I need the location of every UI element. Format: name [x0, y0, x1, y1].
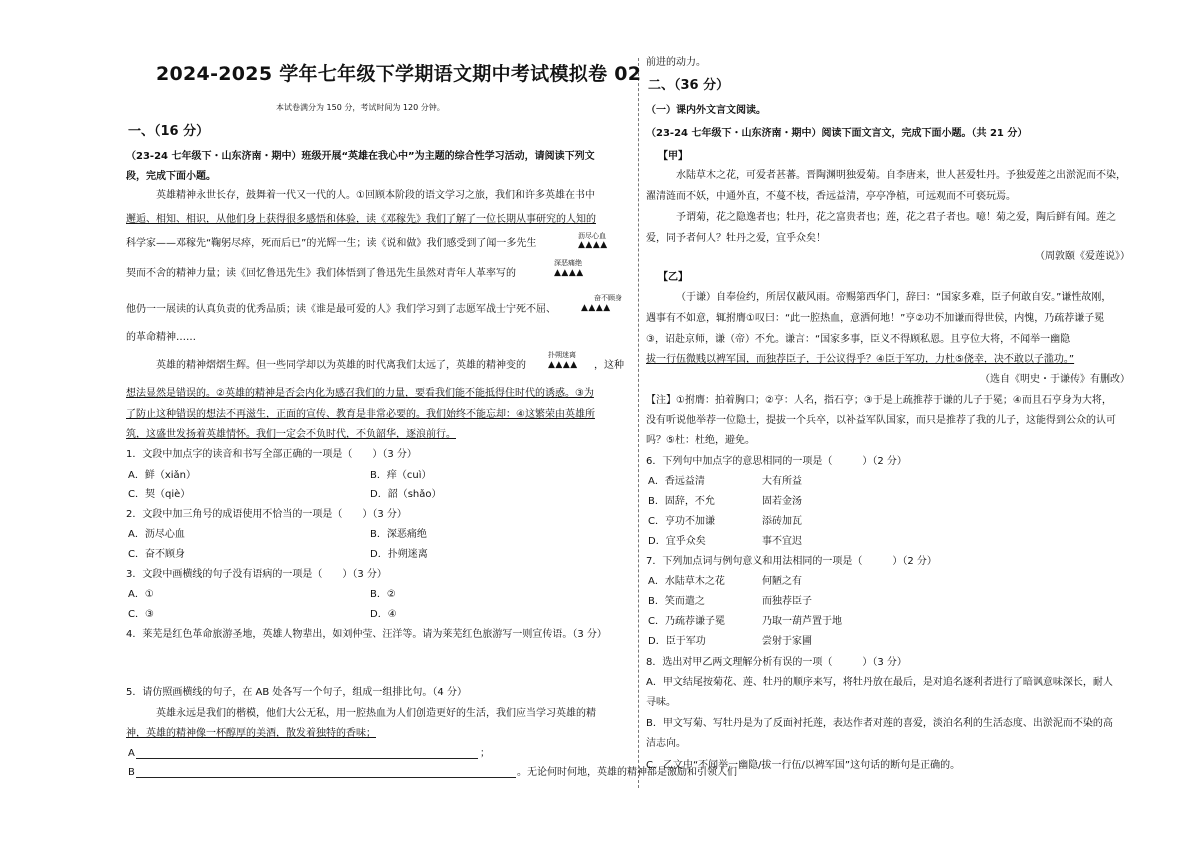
passage-line: 他仍一一展读的认真负责的优秀品质；读《谁是最可爱的人》我们学习到了志愿军战士宁死不屈、: [126, 304, 556, 315]
triangle-marks: ▲▲▲▲: [581, 303, 611, 313]
yi-label: 【乙】: [658, 272, 688, 283]
question-5-stem: 5．请仿照画横线的句子，在 AB 处各写一个句子，组成一组排比句。（4 分）: [126, 687, 467, 698]
question-5-line: 英雄永远是我们的楷模，他们大公无私，用一腔热血为人们创造更好的生活，我们应当学习英雄的精: [156, 708, 596, 719]
annotation-word: 奋不顾身: [594, 294, 622, 302]
question-1-option-c[interactable]: C．契（qiè）: [128, 489, 191, 500]
carryover-text: 前进的动力。: [646, 57, 706, 68]
notes-line: 吗？⑤杜：杜绝，避免。: [646, 435, 755, 446]
question-8-option-a-cont: 寻味。: [646, 697, 676, 708]
passage-line: 英雄精神永世长存，鼓舞着一代又一代的人。①回顾本阶段的语文学习之旅，我们和许多英雄在书中: [156, 190, 595, 201]
question-6-stem: 6．下列句中加点字的意思相同的一项是（ ）（2 分）: [646, 456, 907, 467]
triangle-marks: ▲▲▲▲: [548, 360, 578, 370]
question-1-stem: 1．文段中加点字的读音和书写全部正确的一项是（ ）（3 分）: [126, 449, 417, 460]
question-2-option-c[interactable]: C．奋不顾身: [128, 549, 185, 560]
question-6-option-b-compare: 固若金汤: [762, 496, 802, 507]
question-7-option-c-compare: 乃取一葫芦置于地: [762, 616, 842, 627]
question-8-stem: 8．选出对甲乙两文理解分析有误的一项（ ）（3 分）: [646, 657, 907, 668]
question-1-option-b[interactable]: B．痒（cuì）: [370, 470, 432, 481]
question-7-option-d[interactable]: D．臣于军功: [648, 636, 706, 647]
question-7-option-d-compare: 尝射于家圃: [762, 636, 812, 647]
part1-heading: 一、（16 分）: [128, 124, 210, 139]
part2-intro: （23-24 七年级下・山东济南・期中）阅读下面文言文，完成下面小题。（共 21 分）: [646, 128, 1028, 139]
question-7-stem: 7．下列加点词与例句意义和用法相同的一项是（ ）（2 分）: [646, 556, 937, 567]
jia-line: 予谓菊，花之隐逸者也；牡丹，花之富贵者也；莲，花之君子者也。噫！菊之爱，陶后鲜有闻。莲之: [676, 212, 1116, 223]
question-6-option-a[interactable]: A．香远益清: [648, 476, 705, 487]
column-divider: [638, 58, 639, 788]
passage-line: 的革命精神……: [126, 332, 196, 343]
part2-heading: 二、（36 分）: [648, 78, 730, 93]
underlined-sentence-4: 筑，这盛世发扬着英雄情怀。我们一定会不负时代，不负韶华，逐浪前行。: [126, 429, 456, 440]
question-3-option-b[interactable]: B．②: [370, 589, 396, 600]
question-7-option-c[interactable]: C．乃疏荐谦子冕: [648, 616, 725, 627]
question-8-option-c[interactable]: C．乙文中“不闻举一幽隐/拔一行伍/以裨军国”这句话的断句是正确的。: [646, 760, 961, 771]
notes-line: 没有听说他举荐一位隐士，提拔一个兵卒，以补益军队国家，而只是推荐了我的儿子，这能得到公众的认可: [646, 415, 1116, 426]
question-8-option-a[interactable]: A．甲文结尾按菊花、莲、牡丹的顺序来写，将牡丹放在最后，是对追名逐利者进行了暗讽意味深长，耐人: [646, 677, 1113, 688]
question-1-option-d[interactable]: D．韶（shǎo）: [370, 489, 442, 500]
question-5-line: [126, 728, 632, 740]
yi-line: 遇事有不如意，辄拊膺①叹曰：“此一腔热血，意洒何地！”亨②功不加谦而得世侯，内愧，乃疏荐谦子冕: [646, 313, 1105, 324]
underlined-sentence-3: 了防止这种错误的想法不再滋生，正面的宣传、教育是非常必要的。我们始终不能忘却：④这繁荣由英雄所: [126, 409, 595, 420]
question-6-option-d-compare: 事不宜迟: [762, 536, 802, 547]
answer-b-end: 。无论何时何地，英雄的精神都是激励和引领人们: [517, 767, 737, 778]
question-8-option-b-cont: 洁志向。: [646, 738, 686, 749]
answer-b-label: B: [128, 767, 135, 778]
question-2-option-a[interactable]: A．沥尽心血: [128, 529, 185, 540]
annotation-word: 深恶痛绝: [554, 259, 582, 267]
right-column: [646, 0, 1140, 849]
passage-line: [126, 409, 632, 421]
answer-a-blank[interactable]: [136, 758, 478, 759]
question-2-option-b[interactable]: B．深恶痛绝: [370, 529, 427, 540]
question-2-option-d[interactable]: D．扑朔迷离: [370, 549, 428, 560]
yi-line: [646, 354, 1140, 366]
exam-info: 本试卷满分为 150 分，考试时间为 120 分钟。: [276, 103, 445, 112]
answer-b-blank[interactable]: [136, 777, 516, 778]
passage-line: 英雄的精神熠熠生辉。但一些同学却以为英雄的时代离我们太远了，英雄的精神变的: [156, 360, 526, 371]
passage-line: [126, 429, 632, 441]
question-8-option-b[interactable]: B．甲文写菊、写牡丹是为了反面衬托莲，表达作者对莲的喜爱，淡泊名利的生活态度、出淤泥而不染的高: [646, 718, 1113, 729]
jia-label: 【甲】: [658, 151, 688, 162]
question-4-stem: 4．莱芜是红色革命旅游圣地，英雄人物辈出，如刘仲莹、汪洋等。请为莱芜红色旅游写一则宣传语。（3 分）: [126, 629, 607, 640]
question-3-option-c[interactable]: C．③: [128, 609, 154, 620]
jia-line: 水陆草木之花，可爱者甚蕃。晋陶渊明独爱菊。自李唐来，世人甚爱牡丹。予独爱莲之出淤泥而不染，: [676, 170, 1126, 181]
passage-tail: ，这种: [594, 360, 624, 371]
question-6-option-a-compare: 大有所益: [762, 476, 802, 487]
triangle-marks: ▲▲▲▲: [578, 240, 608, 250]
question-1-option-a[interactable]: A．鲜（xiǎn）: [128, 470, 197, 481]
jia-line: 濯清涟而不妖，中通外直，不蔓不枝，香远益清，亭亭净植，可远观而不可亵玩焉。: [646, 191, 1016, 202]
underlined-sentence-2: 想法显然是错误的。②英雄的精神是否会内化为感召我们的力量，要看我们能不能抵得住时代的诱惑。③为: [126, 388, 594, 399]
question-6-option-b[interactable]: B．固辞，不允: [648, 496, 715, 507]
triangle-marks: ▲▲▲▲: [554, 268, 584, 278]
question-2-stem: 2．文段中加三角号的成语使用不恰当的一项是（ ）（3 分）: [126, 509, 407, 520]
question-3-stem: 3．文段中画横线的句子没有语病的一项是（ ）（3 分）: [126, 569, 387, 580]
question-6-option-c-compare: 添砖加瓦: [762, 516, 802, 527]
question-7-option-b-compare: 而独荐臣子: [762, 596, 812, 607]
notes-line: 【注】①拊膺：拍着胸口；②亨：人名，指石亨；③于是上疏推荐于谦的儿子于冕；④而且石亨身为大将，: [646, 395, 1112, 406]
question-6-option-c[interactable]: C．亨功不加谦: [648, 516, 715, 527]
question-7-option-a[interactable]: A．水陆草木之花: [648, 576, 725, 587]
annotation-word: 沥尽心血: [578, 232, 606, 240]
jia-line: 爱，同予者何人？牡丹之爱，宜乎众矣！: [646, 233, 826, 244]
part2-subheading: （一）课内外文言文阅读。: [646, 105, 766, 116]
underlined-phrase: 拔一行伍微贱以裨军国，而独荐臣子，于公议得乎？④臣于军功，力杜⑤侥幸，决不敢以子滥功。”: [646, 354, 1075, 365]
question-7-option-b[interactable]: B．笑而遣之: [648, 596, 705, 607]
annotation-word: 扑朔迷离: [548, 351, 576, 359]
underlined-sentence-1: 邂逅、相知、相识，从他们身上获得很多感悟和体验，读《邓稼先》我们了解了一位长期从事研究的人知的: [126, 214, 596, 225]
underlined-sentence-5: 神，英雄的精神像一杯醇厚的美酒，散发着独特的香味；: [126, 728, 376, 739]
answer-a-label: A: [128, 748, 135, 759]
part1-intro-line2: 段，完成下面小题。: [126, 171, 216, 182]
question-3-option-d[interactable]: D．④: [370, 609, 397, 620]
passage-line: [126, 214, 632, 226]
question-7-option-a-compare: 何陋之有: [762, 576, 802, 587]
passage-line: 契而不舍的精神力量；读《回忆鲁迅先生》我们体悟到了鲁迅先生虽然对青年人革率写的: [126, 268, 516, 279]
yi-line: ③，诏赴京师，谦（帝）不允。谦言：“国家多事，臣义不得顾私恩。且亨位大将，不闻举一幽隐: [646, 334, 1071, 345]
question-3-option-a[interactable]: A．①: [128, 589, 154, 600]
passage-line: 科学家——邓稼先“鞠躬尽瘁，死而后已”的光辉一生；读《说和做》我们感受到了闻一多先生: [126, 238, 537, 249]
answer-a-end: ；: [480, 748, 490, 759]
jia-source: （周敦颐《爱莲说》）: [1035, 251, 1130, 262]
yi-source: （选自《明史・于谦传》有删改）: [980, 374, 1130, 385]
page-title: 2024-2025 学年七年级下学期语文期中考试模拟卷 02: [156, 63, 642, 85]
passage-line: [126, 388, 632, 400]
question-6-option-d[interactable]: D．宜乎众矣: [648, 536, 706, 547]
yi-line: （于谦）自奉俭约，所居仅蔽风雨。帝赐第西华门，辞曰：“国家多难，臣子何敢自安。”谦性故刚，: [676, 292, 1112, 303]
part1-intro-line1: （23-24 七年级下・山东济南・期中）班级开展“英雄在我心中”为主题的综合性学习活动，请阅读下列文: [126, 151, 595, 162]
